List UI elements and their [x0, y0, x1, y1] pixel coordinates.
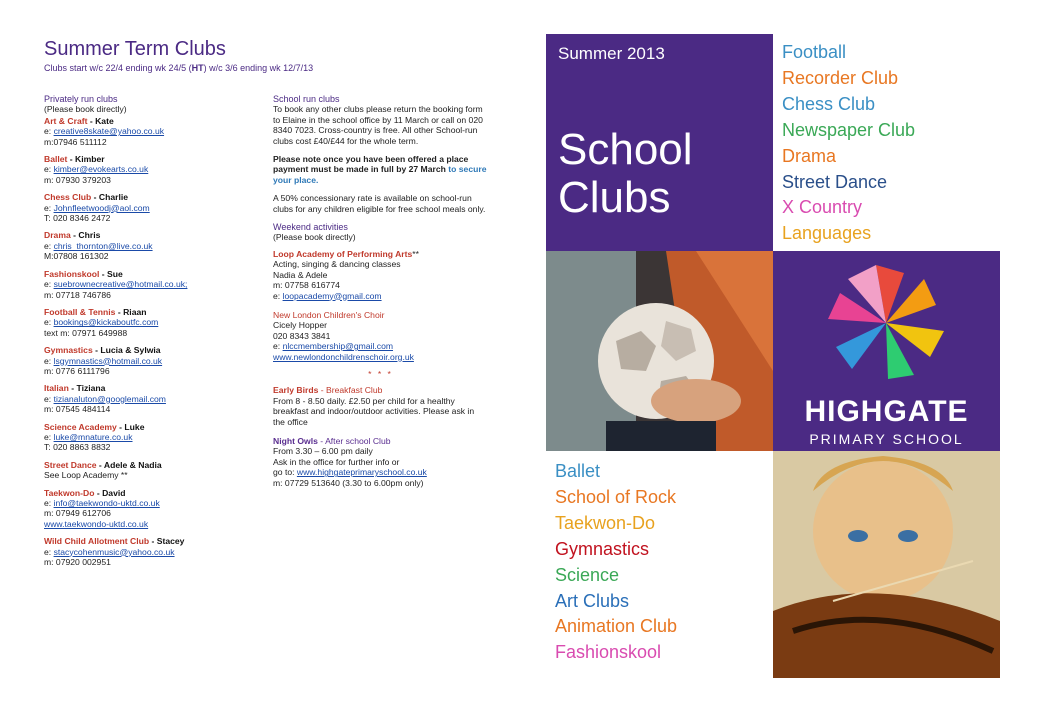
- concession-note: A 50% concessionary rate is available on school-run clubs for any children eligible for free school meals only.: [273, 193, 486, 214]
- left-page: [44, 38, 504, 568]
- private-clubs-note: (Please book directly): [44, 104, 127, 115]
- football-photo: [546, 251, 773, 451]
- night-owls-block: Night Owls - After school Club From 3.30 – 6.00 pm daily Ask in the office for further info or go to: www.highgateprimaryschool.co.uk m: 07729 513640 (3.30 to 6.00pm only): [273, 435, 427, 488]
- private-clubs-heading: Privately run clubs: [44, 94, 118, 104]
- club-contact: Luke: [124, 421, 145, 432]
- school-logo-panel: [773, 251, 1000, 451]
- contact-link[interactable]: info@taekwondo-uktd.co.uk: [53, 498, 160, 508]
- club-contact: David: [102, 487, 126, 498]
- night-owls-name: Night Owls: [273, 435, 318, 446]
- contact-link[interactable]: bookings@kickaboutfc.com: [53, 317, 159, 328]
- pinwheel-logo-icon: [773, 251, 1000, 391]
- club-list-top-item: X Country: [782, 197, 863, 218]
- contact-link[interactable]: creative8skate@yahoo.co.uk: [53, 126, 165, 137]
- club-list-bottom-item: Art Clubs: [555, 590, 630, 611]
- club-entry: Ballet - Kimber e: kimber@evokearts.co.uk m: 07930 379203: [44, 154, 149, 185]
- contact-link[interactable]: luke@mnature.co.uk: [53, 431, 133, 442]
- contact-link[interactable]: kimber@evokearts.co.uk: [53, 164, 149, 175]
- choir-email-link[interactable]: nlccmembership@gmail.com: [282, 341, 394, 352]
- weekend-note: (Please book directly): [273, 232, 356, 243]
- club-contact: Lucia & Sylwia: [100, 345, 161, 356]
- club-entry: Street Dance - Adele & Nadia See Loop Academy **: [44, 459, 162, 481]
- choir-name: New London Children's Choir: [273, 309, 385, 320]
- choir-website-link[interactable]: www.newlondonchildrenschoir.org.uk: [273, 351, 414, 362]
- club-list-top-item: Recorder Club: [782, 67, 899, 88]
- club-name: Drama: [44, 230, 71, 241]
- club-contact: Kimber: [75, 154, 105, 165]
- term-dates: Clubs start w/c 22/4 ending wk 24/5 (HT) w/c 3/6 ending wk 12/7/13: [44, 63, 314, 73]
- choir-block: New London Children's Choir Cicely Hopper 020 8343 3841 e: nlccmembership@gmail.com www.newlondonchildrenschoir.org.uk: [273, 310, 488, 362]
- club-contact: Adele & Nadia: [103, 459, 162, 470]
- club-entry: Drama - Chris e: chris_thornton@live.co.uk M:07808 161302: [44, 230, 153, 262]
- club-list-top: [782, 40, 915, 247]
- club-list-top-item: Football: [782, 42, 847, 62]
- club-list-bottom-item: School of Rock: [555, 486, 677, 507]
- contact-link[interactable]: Johnfleetwoodj@aol.com: [53, 202, 150, 213]
- loop-academy-name: Loop Academy of Performing Arts: [273, 248, 413, 259]
- club-entry: Italian - Tiziana e: tizianaluton@googlemail.com m: 07545 484114: [44, 383, 166, 415]
- club-list-bottom-item: Taekwon-Do: [555, 512, 656, 533]
- logo-wordmark-highgate: HIGHGATE: [804, 395, 969, 428]
- club-list-bottom-item: Fashionskool: [555, 642, 662, 663]
- violin-photo-art: [773, 451, 1000, 678]
- football-photo-art: [546, 251, 773, 451]
- early-birds-name: Early Birds: [273, 385, 319, 396]
- loop-academy-block: Loop Academy of Performing Arts** Acting, singing & dancing classes Nadia & Adele m: 07758 616774 e: loopacademy@gmail.com: [273, 248, 419, 301]
- club-entry: Fashionskool - Sue e: suebrownecreative@hotmail.co.uk; m: 07718 746786: [44, 268, 188, 300]
- title-panel: [546, 34, 773, 251]
- violin-photo: [773, 451, 1000, 678]
- logo-wordmark-primary-school: PRIMARY SCHOOL: [809, 431, 964, 447]
- private-clubs-column: [44, 94, 264, 574]
- club-contact: Riaan: [123, 306, 147, 317]
- club-list-top-item: Drama: [782, 145, 837, 166]
- booking-info: To book any other clubs please return the booking form to Elaine in the school office by 11 March or call on 020 8340 7023. Cross-country is free. All other School-run clubs cost £40/£44 for the whole term.: [273, 104, 483, 146]
- club-name: Art & Craft: [44, 115, 88, 126]
- club-contact: Stacey: [156, 536, 185, 547]
- club-list-top-item: Languages: [782, 223, 872, 244]
- loop-academy-email-link[interactable]: loopacademy@gmail.com: [282, 290, 382, 301]
- school-website-link[interactable]: www.highgateprimaryschool.co.uk: [296, 467, 427, 478]
- club-contact: Charlie: [98, 192, 129, 203]
- club-name: Street Dance: [44, 459, 97, 470]
- early-birds-block: Early Birds - Breakfast Club From 8 - 8.50 daily. £2.50 per child for a healthy breakfast and indoor/outdoor activities. Please ask in the office: [273, 385, 475, 427]
- club-list-bottom-item: Science: [555, 564, 620, 585]
- club-contact: Sue: [107, 268, 123, 279]
- school-clubs-heading: School Clubs: [558, 125, 693, 222]
- club-entry: Gymnastics - Lucia & Sylwia e: lsgymnastics@hotmail.co.uk m: 0776 6111796: [44, 345, 163, 376]
- separator-stars: * * *: [368, 368, 393, 379]
- contact-link[interactable]: chris_thornton@live.co.uk: [53, 240, 153, 251]
- contact-link[interactable]: stacycohenmusic@yahoo.co.uk: [53, 546, 175, 557]
- club-list-bottom-item: Animation Club: [555, 616, 678, 637]
- club-name: Gymnastics: [44, 345, 93, 356]
- club-name: Fashionskool: [44, 268, 100, 279]
- club-name: Football & Tennis: [44, 306, 116, 317]
- club-contact: Chris: [78, 230, 101, 241]
- club-entry: Art & Craft - Kate e: creative8skate@yahoo.co.uk m:07946 511112: [44, 115, 165, 147]
- club-entry: Wild Child Allotment Club - Stacey e: stacycohenmusic@yahoo.co.uk m: 07920 002951: [44, 536, 185, 568]
- private-clubs-list: [44, 116, 264, 568]
- school-clubs-heading: School run clubs: [273, 94, 340, 104]
- club-list-bottom-item: Ballet: [555, 461, 601, 481]
- club-name: Taekwon-Do: [44, 487, 95, 498]
- contact-link[interactable]: lsgymnastics@hotmail.co.uk: [53, 355, 163, 366]
- club-contact: Kate: [95, 115, 114, 126]
- weekend-heading: Weekend activities: [273, 222, 348, 233]
- club-entry: Taekwon-Do - David e: info@taekwondo-uktd.co.uk m: 07949 612706 www.taekwondo-uktd.co.uk: [44, 487, 160, 529]
- contact-link[interactable]: suebrownecreative@hotmail.co.uk;: [53, 279, 188, 290]
- page-title: Summer Term Clubs: [44, 38, 226, 60]
- club-name: Italian: [44, 383, 69, 394]
- club-entry: Chess Club - Charlie e: Johnfleetwoodj@aol.com T: 020 8346 2472: [44, 192, 150, 224]
- club-list-top-item: Newspaper Club: [782, 119, 916, 140]
- school-clubs-column: [273, 94, 488, 495]
- contact-link[interactable]: www.taekwondo-uktd.co.uk: [44, 518, 149, 529]
- club-entry: Science Academy - Luke e: luke@mnature.co.uk T: 020 8863 8832: [44, 421, 145, 453]
- club-list-bottom-item: Gymnastics: [555, 538, 650, 559]
- club-name: Science Academy: [44, 421, 117, 432]
- club-name: Ballet: [44, 154, 68, 165]
- club-name: Chess Club: [44, 192, 92, 203]
- club-entry: Football & Tennis - Riaan e: bookings@kickaboutfc.com text m: 07971 649988: [44, 306, 159, 338]
- club-contact: Tiziana: [76, 383, 106, 394]
- club-list-bottom: [555, 459, 677, 666]
- summer-year: Summer 2013: [558, 44, 665, 63]
- club-name: Wild Child Allotment Club: [44, 536, 150, 547]
- contact-link[interactable]: tizianaluton@googlemail.com: [53, 393, 166, 404]
- club-list-top-item: Chess Club: [782, 93, 876, 114]
- club-list-top-item: Street Dance: [782, 171, 888, 192]
- payment-note: Please note once you have been offered a place payment must be made in full by 27 March to secure your place.: [273, 154, 487, 185]
